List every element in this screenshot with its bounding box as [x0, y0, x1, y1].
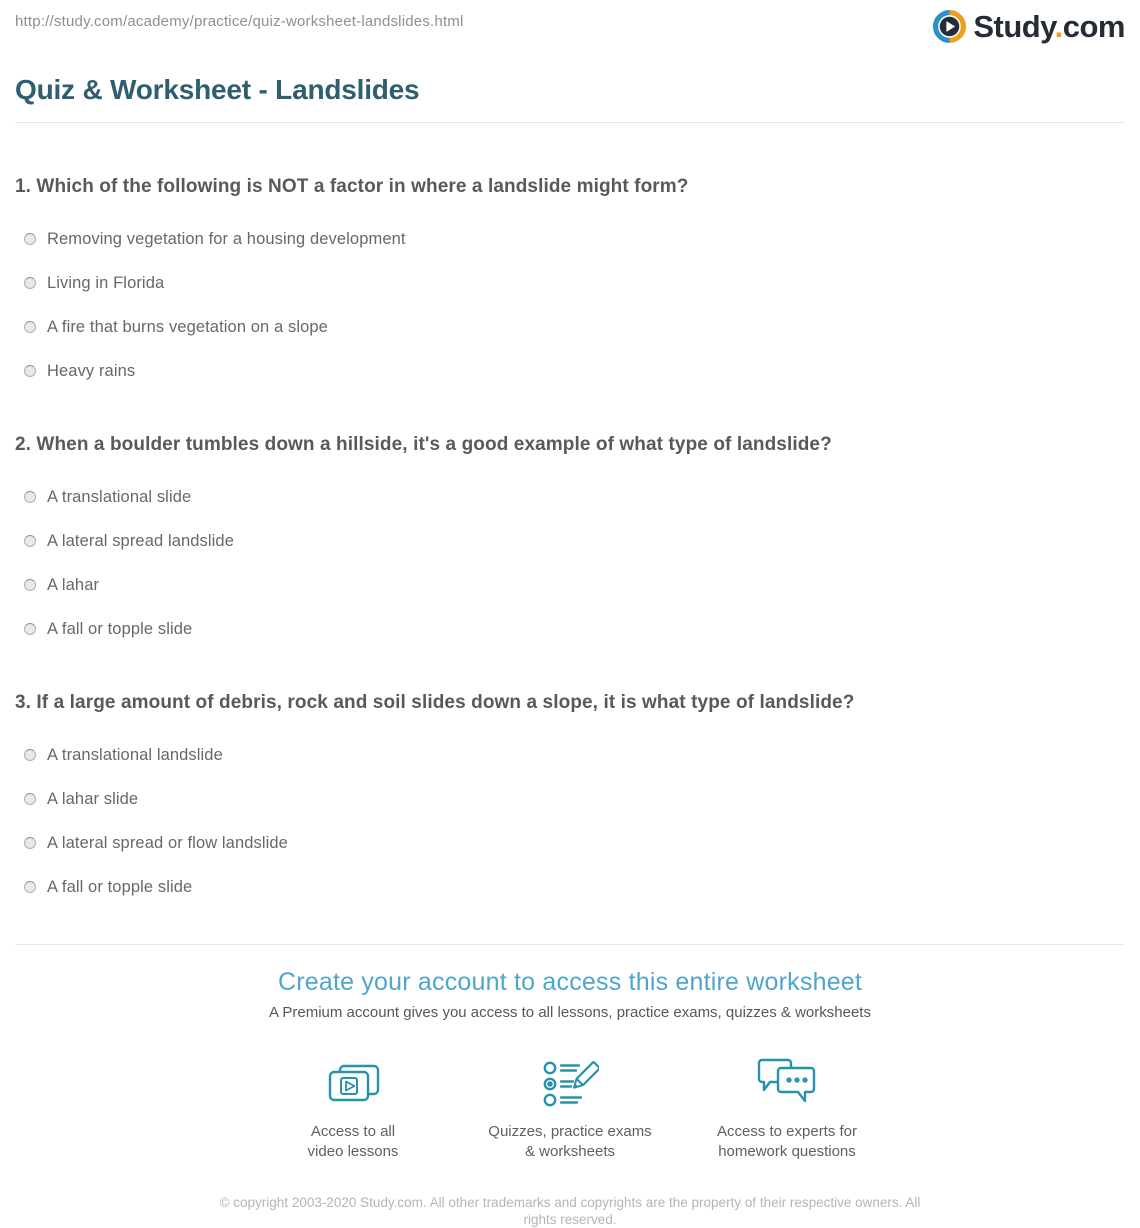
feature-experts-chat [679, 1055, 896, 1162]
feature-label: Access to experts for homework questions [716, 1123, 858, 1160]
feature-video-lessons [245, 1055, 462, 1162]
answer-option[interactable] [24, 833, 1125, 853]
question-3 [15, 692, 1125, 897]
option-label[interactable]: A lahar slide [47, 789, 139, 808]
radio-button[interactable] [24, 277, 36, 289]
page-header [15, 0, 1125, 58]
option-label[interactable]: Living in Florida [47, 273, 165, 292]
cta-title: Create your account to access this entire worksheet [277, 968, 863, 996]
experts-chat-icon [756, 1055, 818, 1113]
radio-button[interactable] [24, 491, 36, 503]
page-title: Quiz & Worksheet - Landslides [15, 74, 420, 105]
section-divider [15, 944, 1125, 945]
question-text: 2. When a boulder tumbles down a hillside, it's a good example of what type of landslide? [15, 434, 832, 455]
study-logo-text: Study.com [973, 9, 1125, 44]
option-label[interactable]: A translational slide [47, 487, 192, 506]
radio-button[interactable] [24, 233, 36, 245]
radio-button[interactable] [24, 749, 36, 761]
radio-button[interactable] [24, 365, 36, 377]
option-label[interactable]: A fall or topple slide [47, 619, 193, 638]
option-label[interactable]: A lahar [47, 575, 100, 594]
question-text: 1. Which of the following is NOT a factor in where a landslide might form? [15, 176, 689, 197]
option-label[interactable]: Heavy rains [47, 361, 136, 380]
option-label[interactable]: A lateral spread or flow landslide [47, 833, 288, 852]
copyright-text: © copyright 2003-2020 Study.com. All other trademarks and copyrights are the property of their respective owners. All rights reserved. [219, 1195, 921, 1227]
video-lessons-icon [325, 1055, 381, 1113]
answer-option[interactable] [24, 317, 1125, 337]
quizzes-worksheets-icon [541, 1055, 599, 1113]
answer-option[interactable] [24, 745, 1125, 765]
radio-button[interactable] [24, 623, 36, 635]
option-label[interactable]: Removing vegetation for a housing development [47, 229, 406, 248]
option-label[interactable]: A lateral spread landslide [47, 531, 234, 550]
feature-label: Quizzes, practice exams & worksheets [488, 1123, 652, 1160]
answer-option[interactable] [24, 273, 1125, 293]
feature-quizzes-worksheets [462, 1055, 679, 1162]
logo-dot: . [1054, 9, 1063, 44]
question-1 [15, 176, 1125, 381]
option-label[interactable]: A fall or topple slide [47, 877, 193, 896]
cta-section [15, 968, 1125, 1162]
answer-option[interactable] [24, 361, 1125, 381]
feature-label: Access to all video lessons [307, 1123, 399, 1160]
option-label[interactable]: A fire that burns vegetation on a slope [47, 317, 328, 336]
answer-option[interactable] [24, 575, 1125, 595]
answer-option[interactable] [24, 487, 1125, 507]
radio-button[interactable] [24, 535, 36, 547]
option-label[interactable]: A translational landslide [47, 745, 223, 764]
study-logo[interactable] [933, 10, 1125, 43]
page-url: http://study.com/academy/practice/quiz-worksheet-landslides.html [15, 13, 464, 30]
radio-button[interactable] [24, 579, 36, 591]
answer-option[interactable] [24, 877, 1125, 897]
study-logo-icon [933, 10, 966, 43]
answer-option[interactable] [24, 789, 1125, 809]
answer-option[interactable] [24, 229, 1125, 249]
cta-subtitle: A Premium account gives you access to all lessons, practice exams, quizzes & worksheets [269, 1004, 871, 1021]
radio-button[interactable] [24, 321, 36, 333]
radio-button[interactable] [24, 881, 36, 893]
answer-option[interactable] [24, 619, 1125, 639]
radio-button[interactable] [24, 793, 36, 805]
answer-option[interactable] [24, 531, 1125, 551]
title-divider [15, 122, 1125, 123]
feature-list [15, 1055, 1125, 1162]
radio-button[interactable] [24, 837, 36, 849]
question-text: 3. If a large amount of debris, rock and soil slides down a slope, it is what type of landslide? [15, 692, 855, 713]
question-2 [15, 434, 1125, 639]
